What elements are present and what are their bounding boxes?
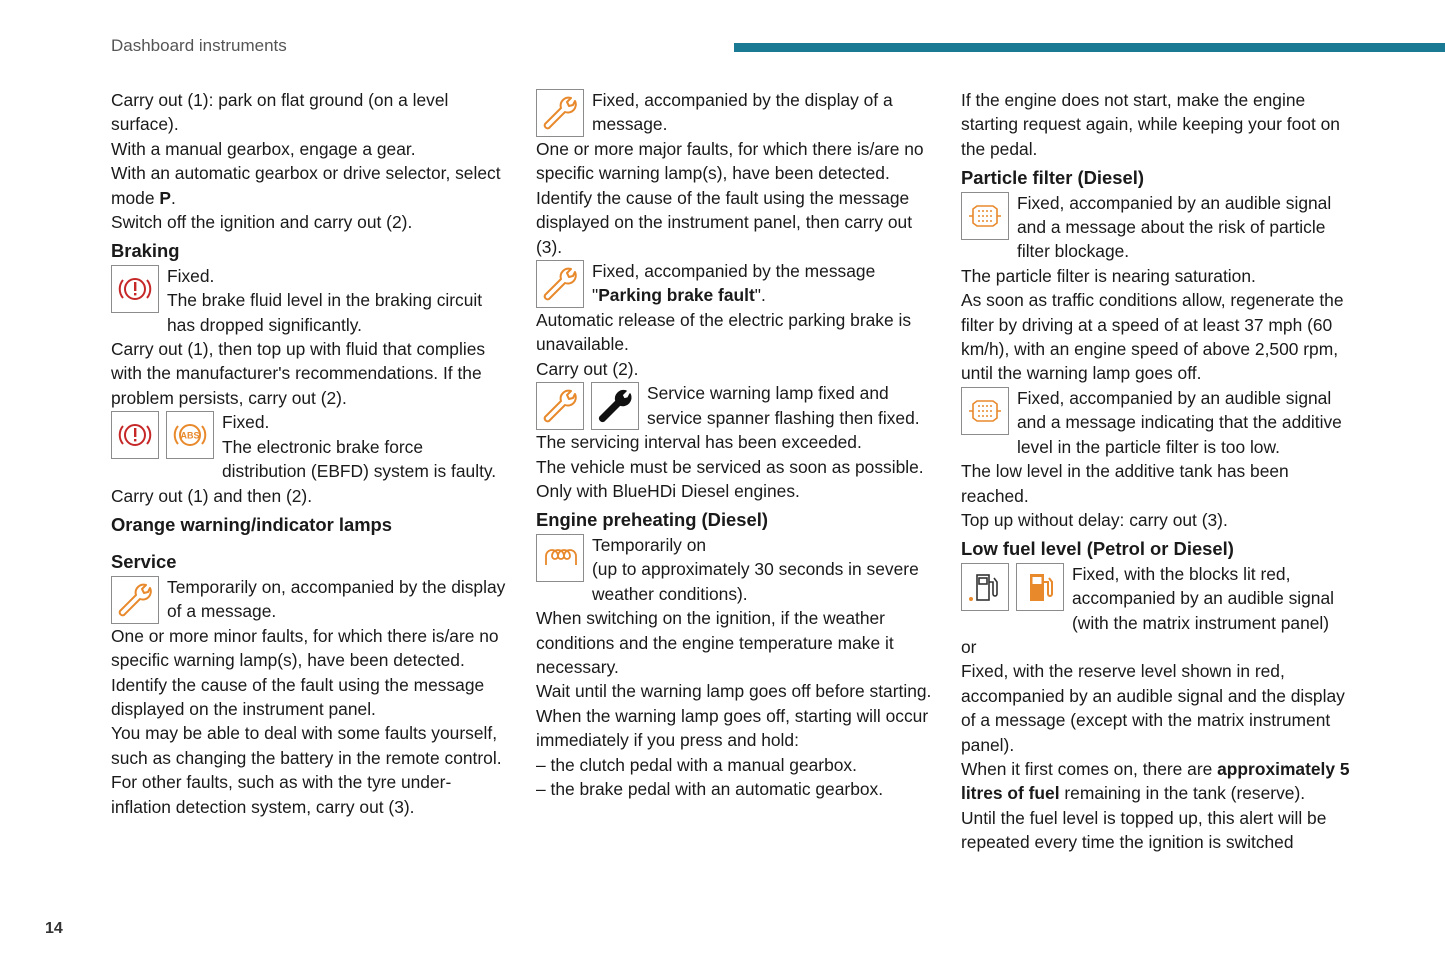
paragraph: If the engine does not start, make the engine starting request again, while keeping your foot on the pedal. (961, 90, 1340, 159)
paragraph: When switching on the ignition, if the weather conditions and the engine temperature make it necessary. (536, 608, 894, 677)
paragraph: Fixed, accompanied by the display of a message. (592, 90, 893, 135)
text: remaining in the tank (reserve). (1059, 783, 1306, 804)
paragraph: Until the fuel level is topped up, this alert will be repeated every time the ignition is switched (961, 807, 1327, 853)
paragraph: Fixed, with the blocks lit red, accompanied by an audible signal (with the matrix instrument panel) (1072, 563, 1335, 633)
particle-filter-icon (961, 192, 1009, 240)
paragraph: One or more minor faults, for which there is/are no specific warning lamp(s), have been detected. (111, 625, 499, 671)
icon-group (111, 265, 159, 313)
paragraph: Carry out (1): park on flat ground (on a level surface). (111, 90, 449, 135)
paragraph: Carry out (1) and then (2). (111, 485, 313, 506)
paragraph: The particle filter is nearing saturation. (961, 265, 1256, 286)
icon-group (961, 387, 1009, 435)
service-spanner-icon (536, 382, 584, 430)
paragraph: Identify the cause of the fault using the message displayed on the instrument panel, then carry out (3). (536, 187, 913, 257)
paragraph: The low level in the additive tank has been reached. (961, 461, 1289, 506)
fuel-pump-outline-icon (961, 563, 1009, 611)
paragraph: (up to approximately 30 seconds in severe weather conditions). (592, 559, 919, 604)
column-middle (536, 88, 936, 801)
paragraph: Fixed. (222, 412, 270, 433)
list-item: – the brake pedal with an automatic gearbox. (536, 778, 884, 799)
header-accent-bar (734, 43, 1445, 52)
paragraph: The vehicle must be serviced as soon as possible. (536, 456, 924, 477)
paragraph: Fixed, accompanied by an audible signal and a message indicating that the additive level in the particle filter is too low. (1017, 387, 1342, 457)
paragraph (961, 757, 1361, 806)
icon-group (111, 576, 159, 624)
mode-p-bold: P (159, 187, 171, 208)
icon-group (111, 411, 214, 459)
abs-icon (166, 411, 214, 459)
particle-filter-icon (961, 387, 1009, 435)
column-right (961, 88, 1361, 855)
paragraph: One or more major faults, for which there is/are no specific warning lamp(s), have been detected. (536, 139, 924, 184)
column-left (111, 88, 511, 819)
section-heading-engine-preheating: Engine preheating (Diesel) (536, 509, 768, 531)
service-spanner-icon (536, 260, 584, 308)
text: . (170, 187, 176, 208)
service-spanner-black-icon (591, 382, 639, 430)
paragraph: The electronic brake force distribution (EBFD) system is faulty. (222, 436, 497, 482)
paragraph: Wait until the warning lamp goes off before starting. (536, 681, 932, 702)
paragraph: For other faults, such as with the tyre under-inflation detection system, carry out (3). (111, 772, 452, 817)
text: With an automatic gearbox or drive selector, select mode (111, 163, 501, 208)
paragraph: Identify the cause of the fault using the message displayed on the instrument panel. (111, 674, 485, 719)
svg-text:ABS: ABS (180, 430, 200, 441)
icon-group (961, 563, 1064, 611)
paragraph: Automatic release of the electric parking brake is unavailable. (536, 310, 912, 355)
paragraph: Temporarily on, accompanied by the display of a message. (167, 576, 506, 622)
paragraph: The brake fluid level in the braking circuit has dropped significantly. (167, 290, 483, 335)
paragraph: You may be able to deal with some faults yourself, such as changing the battery in the remote control. (111, 723, 502, 768)
text: Fixed, accompanied by the message " (592, 261, 876, 306)
paragraph: Fixed, accompanied by an audible signal and a message about the risk of particle filter blockage. (1017, 192, 1332, 262)
paragraph: Top up without delay: carry out (3). (961, 509, 1228, 530)
paragraph: Service warning lamp fixed and service spanner flashing then fixed. (647, 383, 920, 428)
paragraph: Fixed. (167, 265, 215, 286)
paragraph: The servicing interval has been exceeded. (536, 432, 862, 453)
page-number: 14 (45, 920, 63, 937)
paragraph: With a manual gearbox, engage a gear. (111, 138, 416, 159)
list-item: – the clutch pedal with a manual gearbox. (536, 754, 857, 775)
service-spanner-icon (536, 89, 584, 137)
section-heading-service: Service (111, 551, 177, 573)
fuel-reserve-bold: approximately 5 litres of fuel (961, 758, 1350, 804)
section-heading-orange-lamps: Orange warning/indicator lamps (111, 513, 393, 535)
paragraph: Carry out (1), then top up with fluid that complies with the manufacturer's recommendations. If the problem persists, carry out (2). (111, 339, 486, 408)
paragraph: Only with BlueHDi Diesel engines. (536, 481, 800, 502)
paragraph: When the warning lamp goes off, starting will occur immediately if you press and hold: (536, 705, 929, 751)
icon-group (536, 382, 639, 430)
text: When it first comes on, there are (961, 758, 1218, 779)
parking-brake-fault-bold: Parking brake fault (598, 285, 755, 306)
preheating-coil-icon (536, 534, 584, 582)
icon-group (961, 192, 1009, 240)
paragraph: Fixed, with the reserve level shown in red, accompanied by an audible signal and the display of a message (except with the matrix instrument panel). (961, 661, 1345, 755)
paragraph: Carry out (2). (536, 358, 639, 379)
icon-group (536, 534, 584, 582)
section-heading-particle-filter: Particle filter (Diesel) (961, 167, 1144, 189)
paragraph: or (961, 636, 977, 657)
section-heading-low-fuel: Low fuel level (Petrol or Diesel) (961, 538, 1234, 560)
section-heading-braking: Braking (111, 240, 180, 262)
brake-warning-icon (111, 265, 159, 313)
icon-group (536, 89, 584, 137)
paragraph: As soon as traffic conditions allow, regenerate the filter by driving at a speed of at least 37 mph (60 km/h), with an engine speed of above 2,500 rpm, until the warning lamp goes off. (961, 290, 1344, 384)
icon-group (536, 260, 584, 308)
brake-warning-icon (111, 411, 159, 459)
fuel-pump-filled-icon (1016, 563, 1064, 611)
paragraph: Temporarily on (592, 534, 707, 555)
paragraph: Switch off the ignition and carry out (2). (111, 212, 413, 233)
text: ". (754, 285, 766, 306)
paragraph (111, 161, 511, 210)
paragraph (536, 259, 936, 308)
page-header-title: Dashboard instruments (111, 36, 287, 55)
service-spanner-icon (111, 576, 159, 624)
